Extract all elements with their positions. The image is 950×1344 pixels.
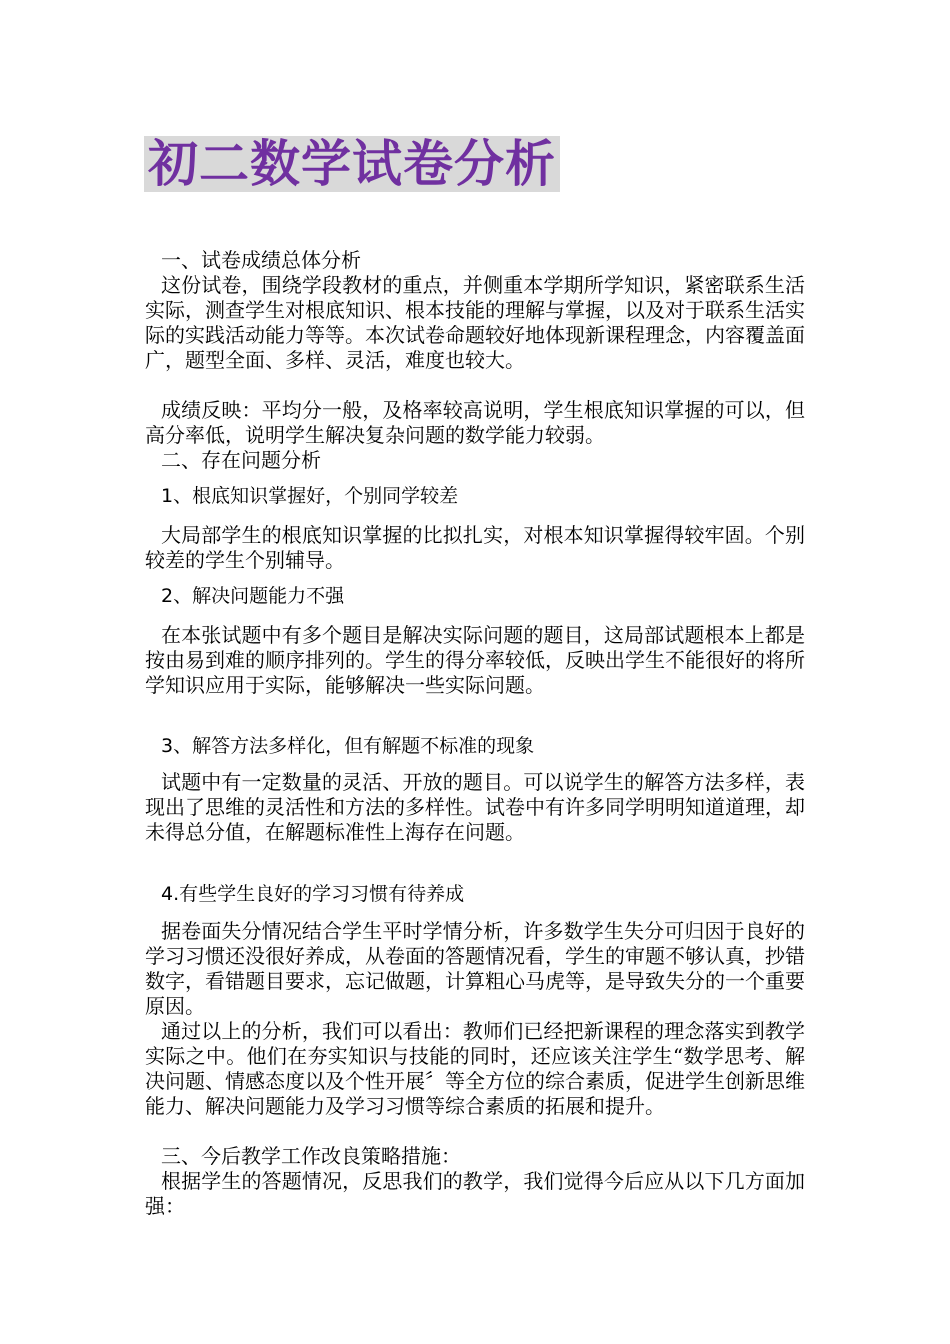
section-heading-overall-analysis: 一、试卷成绩总体分析 bbox=[161, 248, 361, 272]
paragraph-basic-knowledge: 大局部学生的根底知识掌握的比拟扎实，对根本知识掌握得较牢固。个别较差的学生个别辅导。 bbox=[145, 523, 805, 572]
section-heading-improvement-measures: 三、今后教学工作改良策略措施： bbox=[161, 1144, 461, 1168]
subheading-basic-knowledge: 1、根底知识掌握好，个别同学较差 bbox=[161, 485, 459, 507]
subheading-problem-solving: 2、解决问题能力不强 bbox=[161, 585, 345, 607]
paragraph-score-reflection: 成绩反映：平均分一般，及格率较高说明，学生根底知识掌握的可以，但高分率低，说明学生解决复杂问题的数学能力较弱。 bbox=[145, 398, 805, 447]
subheading-study-habits: 4.有些学生良好的学习习惯有待养成 bbox=[161, 883, 465, 905]
paragraph-solution-methods: 试题中有一定数量的灵活、开放的题目。可以说学生的解答方法多样，表现出了思维的灵活性和方法的多样性。试卷中有许多同学明明知道道理，却未得总分值，在解题标准性上海存在问题。 bbox=[145, 770, 805, 844]
paragraph-exam-overview: 这份试卷，围绕学段教材的重点，并侧重本学期所学知识，紧密联系生活实际，测查学生对根底知识、根本技能的理解与掌握，以及对于联系生活实际的实践活动能力等等。本次试卷命题较好地体现新课程理念，内容覆盖面广，题型全面、多样、灵活，难度也较大。 bbox=[145, 273, 805, 372]
paragraph-study-habits: 据卷面失分情况结合学生平时学情分析，许多数学生失分可归因于良好的学习习惯还没很好养成，从卷面的答题情况看，学生的审题不够认真，抄错数字，看错题目要求，忘记做题，计算粗心马虎等，是导致失分的一个重要原因。 bbox=[145, 919, 805, 1018]
section-heading-problem-analysis: 二、存在问题分析 bbox=[161, 448, 321, 472]
document-title: 初二数学试卷分析 bbox=[144, 136, 560, 192]
subheading-solution-methods: 3、解答方法多样化，但有解题不标准的现象 bbox=[161, 735, 535, 757]
paragraph-improvement-intro: 根据学生的答题情况，反思我们的教学，我们觉得今后应从以下几方面加强： bbox=[145, 1169, 805, 1218]
paragraph-summary: 通过以上的分析，我们可以看出：教师们已经把新课程的理念落实到教学实际之中。他们在夯实知识与技能的同时，还应该关注学生“数学思考、解决问题、情感态度以及个性开展〞等全方位的综合素质，促进学生创新思维能力、解决问题能力及学习习惯等综合素质的拓展和提升。 bbox=[145, 1019, 805, 1118]
paragraph-problem-solving: 在本张试题中有多个题目是解决实际问题的题目，这局部试题根本上都是按由易到难的顺序排列的。学生的得分率较低，反映出学生不能很好的将所学知识应用于实际，能够解决一些实际问题。 bbox=[145, 623, 805, 697]
